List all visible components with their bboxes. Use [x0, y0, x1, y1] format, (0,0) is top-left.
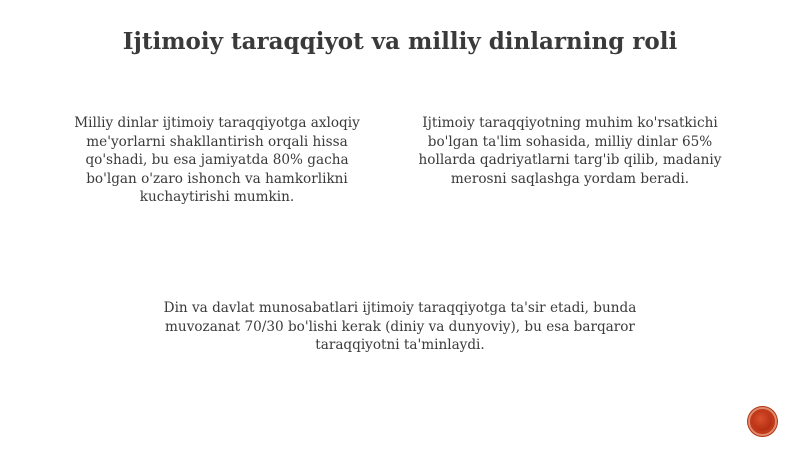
paragraph-bottom: Din va davlat munosabatlari ijtimoiy taraqqiyotga ta'sir etadi, bunda muvozanat 70/30 bo'lishi kerak (diniy va dunyoviy), bu esa barqaror taraqqiyotni ta'minlaydi.: [163, 300, 637, 353]
paragraph-right: Ijtimoiy taraqqiyotning muhim ko'rsatkichi bo'lgan ta'lim sohasida, milliy dinlar 65% hollarda qadriyatlarni targ'ib qilib, madaniy merosni saqlashga yordam beradi.: [418, 115, 722, 187]
paragraph-left: Milliy dinlar ijtimoiy taraqqiyotga axloqiy me'yorlarni shakllantirish orqali hissa qo'shadi, bu esa jamiyatda 80% gacha bo'lgan o'zaro ishonch va hamkorlikni kuchaytirishi mumkin.: [74, 115, 360, 205]
slide-title: Ijtimoiy taraqqiyot va milliy dinlarning roli: [122, 28, 678, 55]
circle-button-icon[interactable]: [748, 407, 777, 436]
circle-button-inner: [753, 412, 772, 431]
